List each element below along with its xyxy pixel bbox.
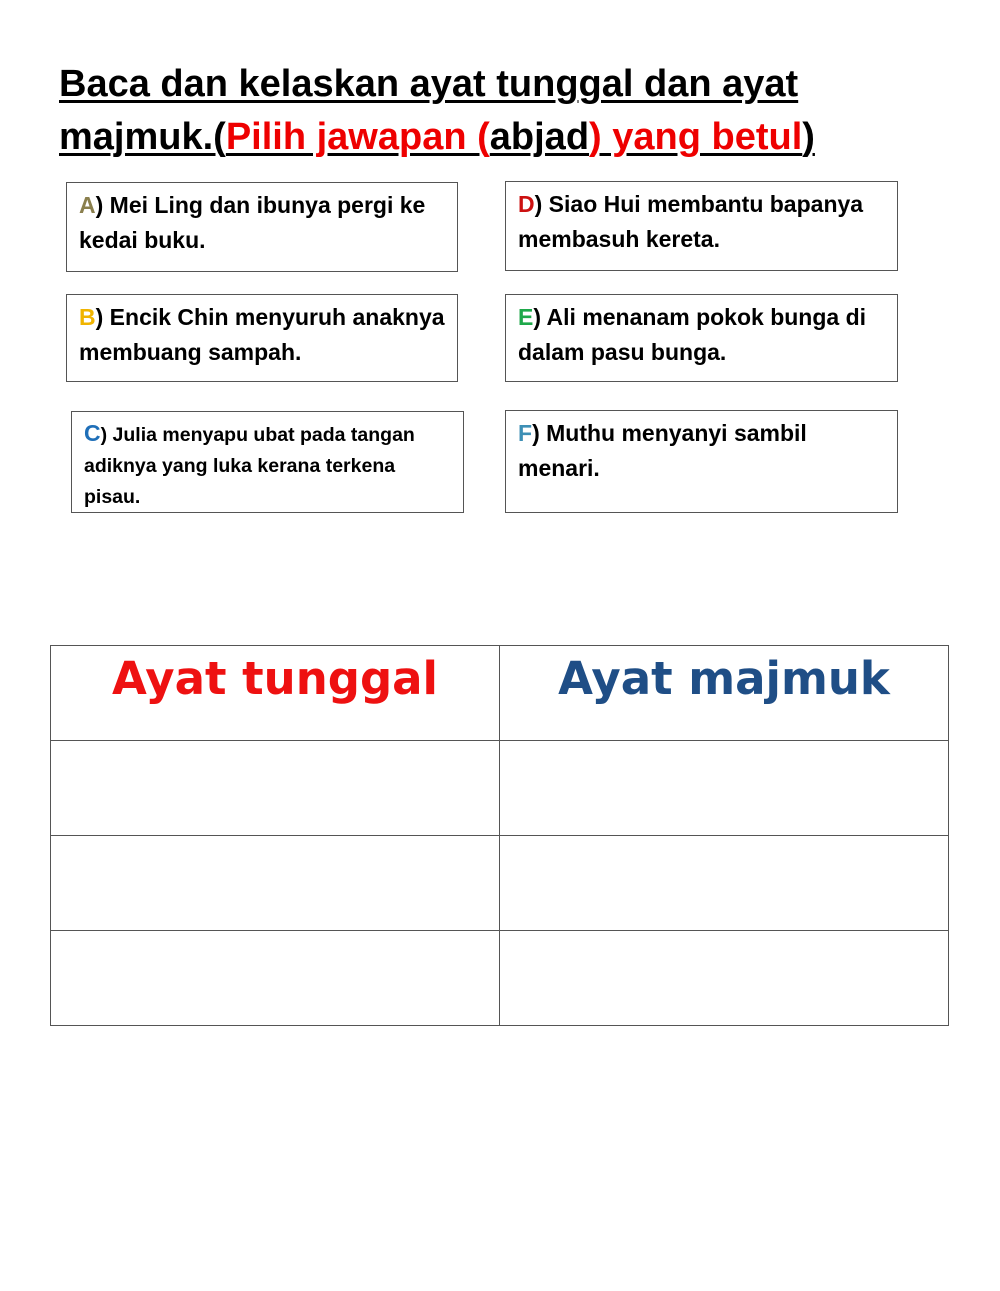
option-card-d[interactable] [505, 181, 898, 271]
option-text-b: ) Encik Chin menyuruh anaknya membuang sampah. [79, 304, 445, 365]
drop-slot-tunggal-3[interactable] [51, 931, 500, 1026]
option-letter-d: D [518, 191, 535, 217]
drop-slot-tunggal-2[interactable] [51, 836, 500, 931]
option-text-c: ) Julia menyapu ubat pada tangan adiknya yang luka kerana terkena pisau. [84, 424, 415, 508]
answer-row [51, 741, 949, 836]
option-card-b[interactable] [66, 294, 458, 382]
drop-slot-majmuk-2[interactable] [500, 836, 949, 931]
option-letter-a: A [79, 192, 96, 218]
option-text-e: ) Ali menanam pokok bunga di dalam pasu bunga. [518, 304, 867, 365]
option-card-a[interactable] [66, 182, 458, 272]
answer-table [50, 645, 949, 1026]
drop-slot-tunggal-1[interactable] [51, 741, 500, 836]
title-hint-red: Pilih jawapan ( [225, 116, 490, 158]
option-card-c[interactable] [71, 411, 464, 513]
answer-row [51, 836, 949, 931]
option-letter-c: C [84, 420, 101, 446]
option-text-d: ) Siao Hui membantu bapanya membasuh kereta. [518, 191, 864, 252]
title-close-paren: ) [802, 116, 815, 158]
option-letter-f: F [518, 420, 533, 446]
header-ayat-tunggal: Ayat tunggal [51, 646, 500, 741]
option-letter-b: B [79, 304, 96, 330]
header-ayat-majmuk: Ayat majmuk [500, 646, 949, 741]
title-hint-abjad: abjad [489, 116, 590, 158]
option-card-e[interactable] [505, 294, 898, 382]
option-letter-e: E [518, 304, 534, 330]
title-instruction: Baca dan kelaskan ayat tunggal dan ayat majmuk.( [59, 63, 799, 158]
option-text-a: ) Mei Ling dan ibunya pergi ke kedai buku. [79, 192, 426, 253]
title-hint-red-end: ) yang betul [589, 116, 803, 158]
drop-slot-majmuk-3[interactable] [500, 931, 949, 1026]
drop-slot-majmuk-1[interactable] [500, 741, 949, 836]
worksheet-title [59, 58, 939, 164]
answer-row [51, 931, 949, 1026]
answer-table-header-row [51, 646, 949, 741]
option-text-f: ) Muthu menyanyi sambil menari. [518, 420, 807, 481]
option-card-f[interactable] [505, 410, 898, 513]
